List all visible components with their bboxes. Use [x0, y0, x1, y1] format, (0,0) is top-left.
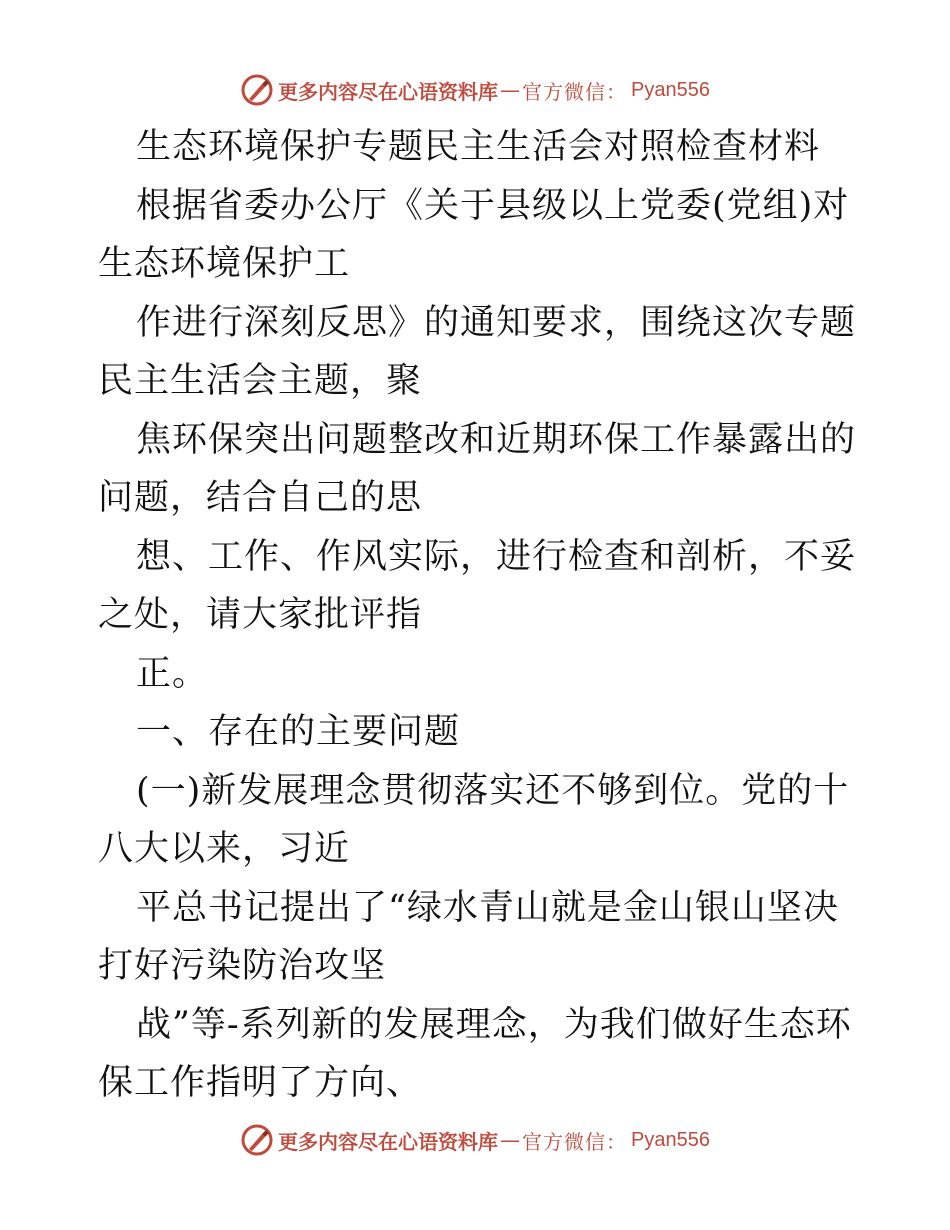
- header-wechat-id: Pyan556: [631, 78, 710, 101]
- section-heading: 一、存在的主要问题: [136, 712, 461, 752]
- document-body: [98, 118, 858, 1113]
- header-brand: 更多内容尽在心语资料库: [278, 79, 499, 104]
- paragraph: 想、工作、作风实际，进行检查和剖析，不妥之处，请大家批评指: [98, 536, 857, 635]
- paragraph: 战”等-系列新的发展理念，为我们做好生态环保工作指明了方向、: [98, 1004, 852, 1103]
- footer-brand: 更多内容尽在心语资料库: [278, 1129, 499, 1154]
- footer-separator: —: [500, 1128, 521, 1152]
- header-banner: [0, 68, 950, 112]
- document-title: 生态环境保护专题民主生活会对照检查材料: [136, 127, 821, 167]
- paragraph: 平总书记提出了“绿水青山就是金山银山坚决打好污染防治攻坚: [98, 887, 839, 986]
- pen-logo-icon: [240, 1123, 274, 1157]
- footer-banner: [0, 1118, 950, 1162]
- footer-official-label: 官方微信：: [522, 1129, 628, 1154]
- footer-wechat-id: Pyan556: [631, 1128, 710, 1151]
- paragraph: 正。: [136, 653, 209, 694]
- paragraph: 焦环保突出问题整改和近期环保工作暴露出的问题，结合自己的思: [98, 419, 857, 518]
- pen-logo-icon: [240, 73, 274, 107]
- paragraph: 作进行深刻反思》的通知要求，围绕这次专题民主生活会主题，聚: [98, 302, 857, 401]
- paragraph: 根据省委办公厅《关于县级以上党委(党组)对生态环境保护工: [98, 185, 850, 284]
- header-official-label: 官方微信：: [522, 79, 628, 104]
- paragraph: (一)新发展理念贯彻落实还不够到位。党的十八大以来，习近: [98, 770, 850, 869]
- header-separator: —: [500, 78, 521, 102]
